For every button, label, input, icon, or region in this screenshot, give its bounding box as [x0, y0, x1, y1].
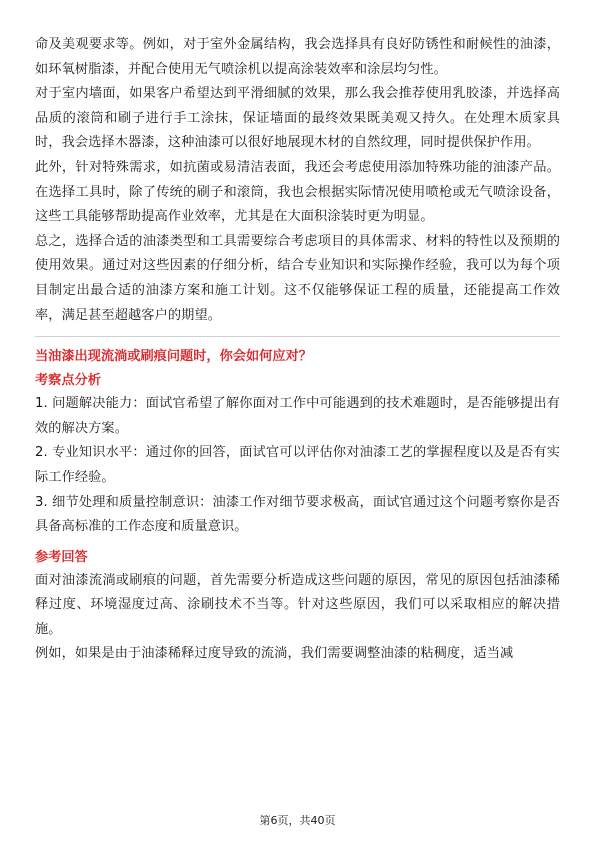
page-content [35, 33, 560, 667]
section-divider [35, 336, 560, 337]
body-paragraph: 对于室内墙面，如果客户希望达到平滑细腻的效果，那么我会推荐使用乳胶漆，并选择高品质的滚筒和刷子进行手工涂抹，保证墙面的最终效果既美观又持久。在处理木质家具时，我会选择木器漆，这种油漆可以很好地展现木材的自然纹理，同时提供保护作用。 [35, 86, 560, 151]
analysis-item: 1. 问题解决能力：面试官希望了解你面对工作中可能遇到的技术难题时，是否能够提出有效的解决方案。 [35, 396, 560, 436]
body-paragraph: 命及美观要求等。例如，对于室外金属结构，我会选择具有良好防锈性和耐候性的油漆，如环氧树脂漆，并配合使用无气喷涂机以提高涂装效率和涂层均匀性。 [35, 37, 560, 77]
analysis-title: 考察点分析 [35, 373, 101, 389]
body-paragraph: 此外，针对特殊需求，如抗菌或易清洁表面，我还会考虑使用添加特殊功能的油漆产品。在选择工具时，除了传统的刷子和滚筒，我也会根据实际情况使用喷枪或无气喷涂设备，这些工具能够帮助提高作业效率，尤其是在大面积涂装时更为明显。 [35, 159, 560, 225]
page-number: 第6页，共40页 [259, 814, 336, 827]
analysis-item: 2. 专业知识水平：通过你的回答，面试官可以评估你对油漆工艺的掌握程度以及是否有实际工作经验。 [35, 445, 560, 485]
reference-paragraph: 例如，如果是由于油漆稀释过度导致的流淌，我们需要调整油漆的粘稠度，适当减 [35, 646, 514, 662]
reference-answer-title: 参考回答 [35, 549, 88, 565]
analysis-item: 3. 细节处理和质量控制意识：油漆工作对细节要求极高，面试官通过这个问题考察你是否具备高标准的工作态度和质量意识。 [35, 494, 560, 535]
body-paragraph: 总之，选择合适的油漆类型和工具需要综合考虑项目的具体需求、材料的特性以及预期的使用效果。通过对这些因素的仔细分析，结合专业知识和实际操作经验，我可以为每个项目制定出最合适的油漆方案和施工计划。这不仅能够保证工程的质量，还能提高工作效率，满足甚至超越客户的期望。 [35, 233, 560, 323]
interview-question: 当油漆出现流淌或刷痕问题时，你会如何应对？ [35, 349, 312, 365]
reference-paragraph: 面对油漆流淌或刷痕的问题，首先需要分析造成这些问题的原因，常见的原因包括油漆稀释过度、环境湿度过高、涂刷技术不当等。针对这些原因，我们可以采取相应的解决措施。 [35, 572, 560, 637]
